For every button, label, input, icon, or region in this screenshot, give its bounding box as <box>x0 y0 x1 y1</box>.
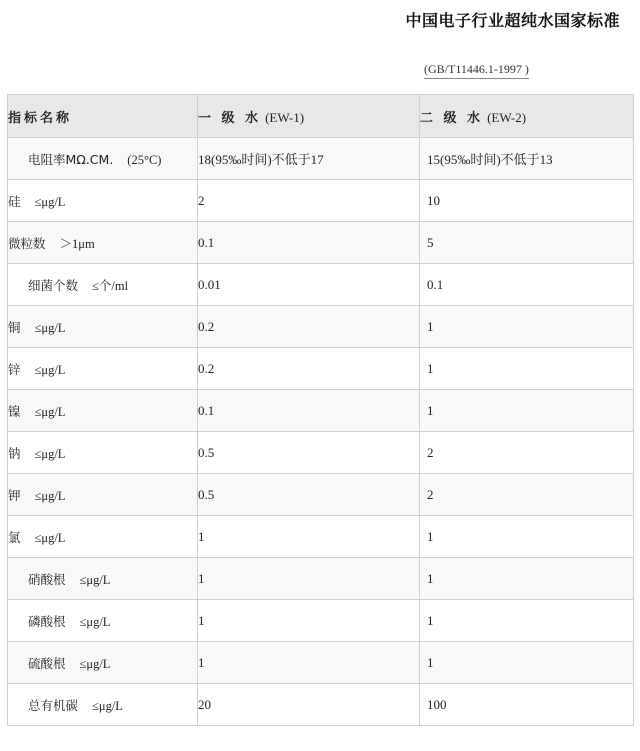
indicator-name: 铜 <box>8 319 21 335</box>
indicator-unit: ≤μg/L <box>34 362 66 377</box>
indicator-unit: ≤μg/L <box>79 572 111 587</box>
indicator-unit: ≤μg/L <box>34 320 66 335</box>
indicator-name: 镍 <box>8 403 21 419</box>
grade2-value: 2 <box>420 474 634 516</box>
indicator-cell <box>8 180 198 222</box>
indicator-unit: ≤个/ml <box>92 278 129 293</box>
standard-table <box>7 94 634 726</box>
table-row <box>8 264 634 306</box>
header-indicator: 指标名称 <box>8 95 198 138</box>
indicator-unit: (25°C) <box>127 152 162 167</box>
table-row <box>8 432 634 474</box>
indicator-name: 硝酸根 <box>28 571 66 587</box>
table-row <box>8 306 634 348</box>
grade2-value: 15(95‰时间)不低于13 <box>420 138 634 180</box>
indicator-cell <box>8 390 198 432</box>
indicator-cell <box>8 558 198 600</box>
indicator-name: 硫酸根 <box>28 655 66 671</box>
grade1-value: 0.1 <box>198 390 420 432</box>
grade1-value: 0.1 <box>198 222 420 264</box>
indicator-unit: ≤μg/L <box>92 698 123 713</box>
grade2-value: 1 <box>420 516 634 558</box>
indicator-name: 电阻率MΩ.CM. <box>28 151 114 167</box>
table-row <box>8 222 634 264</box>
grade2-value: 1 <box>420 558 634 600</box>
grade2-value: 10 <box>420 180 634 222</box>
indicator-name: 氯 <box>8 529 21 545</box>
indicator-unit: ≤μg/L <box>79 614 111 629</box>
indicator-cell <box>8 306 198 348</box>
grade2-value: 1 <box>420 390 634 432</box>
grade2-value: 1 <box>420 306 634 348</box>
indicator-unit: ≤μg/L <box>79 656 111 671</box>
indicator-unit: ≤μg/L <box>34 530 66 545</box>
grade1-value: 1 <box>198 600 420 642</box>
grade1-value: 18(95‰时间)不低于17 <box>198 138 420 180</box>
indicator-name: 钾 <box>8 487 21 503</box>
table-header-row <box>8 95 634 138</box>
table-row <box>8 138 634 180</box>
grade1-value: 0.2 <box>198 306 420 348</box>
indicator-name: 总有机碳 <box>28 697 79 713</box>
indicator-unit: ＞1μm <box>59 236 95 251</box>
grade1-value: 1 <box>198 558 420 600</box>
table-row <box>8 558 634 600</box>
grade1-value: 0.01 <box>198 264 420 306</box>
indicator-cell <box>8 474 198 516</box>
grade1-value: 0.5 <box>198 432 420 474</box>
indicator-unit: ≤μg/L <box>34 404 66 419</box>
header-grade1: 一 级 水 (EW-1) <box>198 95 420 138</box>
grade2-value: 1 <box>420 600 634 642</box>
grade1-value: 0.2 <box>198 348 420 390</box>
indicator-cell <box>8 684 198 726</box>
indicator-cell <box>8 138 198 180</box>
grade2-value: 2 <box>420 432 634 474</box>
indicator-name: 钠 <box>8 445 21 461</box>
table-row <box>8 600 634 642</box>
indicator-name: 微粒数 <box>8 235 46 251</box>
table-row <box>8 180 634 222</box>
grade1-value: 0.5 <box>198 474 420 516</box>
grade2-value: 0.1 <box>420 264 634 306</box>
table-row <box>8 348 634 390</box>
grade1-value: 1 <box>198 642 420 684</box>
indicator-cell <box>8 600 198 642</box>
table-row <box>8 516 634 558</box>
indicator-unit: ≤μg/L <box>34 488 66 503</box>
grade1-value: 20 <box>198 684 420 726</box>
indicator-unit: ≤μg/L <box>34 446 66 461</box>
grade2-value: 5 <box>420 222 634 264</box>
indicator-cell <box>8 642 198 684</box>
grade2-value: 1 <box>420 642 634 684</box>
grade2-value: 1 <box>420 348 634 390</box>
standard-number: (GB/T11446.1-1997 ) <box>424 62 529 79</box>
table-row <box>8 642 634 684</box>
page-title: 中国电子行业超纯水国家标准 <box>405 11 620 30</box>
table-row <box>8 474 634 516</box>
indicator-name: 硅 <box>8 193 21 209</box>
grade1-value: 2 <box>198 180 420 222</box>
indicator-unit: ≤μg/L <box>34 194 66 209</box>
indicator-cell <box>8 264 198 306</box>
grade1-value: 1 <box>198 516 420 558</box>
indicator-name: 细菌个数 <box>28 277 79 293</box>
table-row <box>8 684 634 726</box>
header-grade2: 二 级 水 (EW-2) <box>420 95 634 138</box>
indicator-name: 磷酸根 <box>28 613 66 629</box>
indicator-cell <box>8 516 198 558</box>
table-row <box>8 390 634 432</box>
indicator-name: 锌 <box>8 361 21 377</box>
grade2-value: 100 <box>420 684 634 726</box>
indicator-cell <box>8 432 198 474</box>
indicator-cell <box>8 222 198 264</box>
indicator-cell <box>8 348 198 390</box>
